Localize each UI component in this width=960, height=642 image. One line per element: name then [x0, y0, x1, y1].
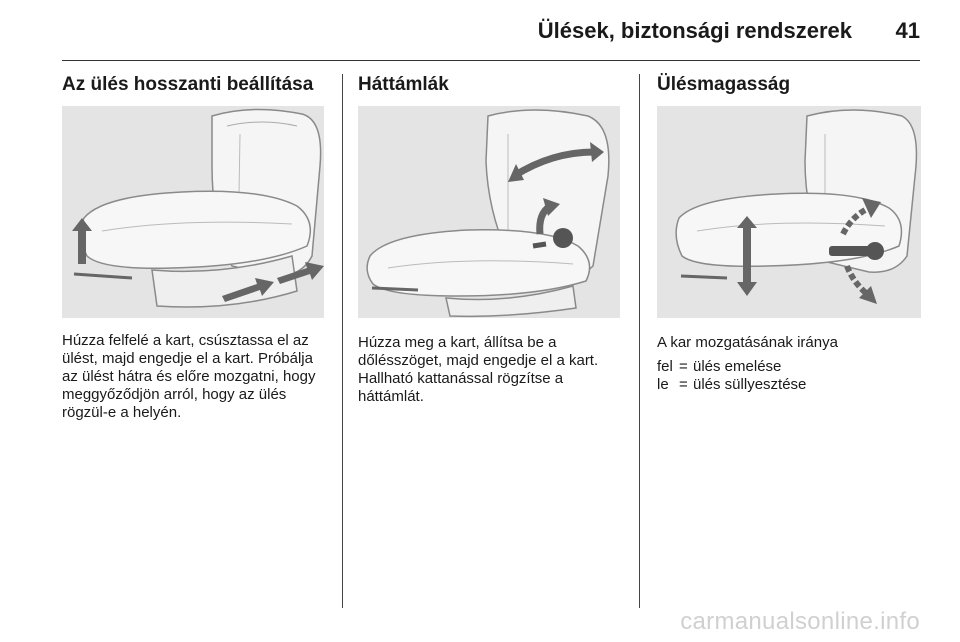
seat-height-illustration — [657, 106, 921, 318]
section-seat-height — [657, 74, 921, 394]
page-number: 41 — [895, 18, 920, 43]
definition-term: fel — [657, 358, 673, 375]
direction-definitions — [657, 358, 921, 394]
definition-separator: = — [679, 358, 688, 375]
page-header — [0, 0, 960, 60]
section-paragraph: Húzza meg a kart, állítsa be a dőlésszöget, majd engedje el a kart. Hallható kattanással rögzítse a háttámlát. — [358, 334, 599, 405]
backrest-recline-illustration — [358, 106, 620, 318]
definition-description: ülés emelése — [693, 358, 782, 375]
section-heading: Az ülés hosszanti beállítása — [62, 74, 314, 95]
column-divider — [342, 74, 343, 608]
chapter-title: Ülések, biztonsági rendszerek — [537, 18, 852, 43]
definition-term: le — [657, 376, 669, 393]
definition-description: ülés süllyesztése — [693, 376, 807, 393]
section-paragraph: A kar mozgatásának iránya — [657, 334, 838, 351]
seat-slide-illustration — [62, 106, 324, 318]
watermark: carmanualsonline.info — [680, 608, 920, 635]
header-rule — [62, 60, 920, 61]
definition-row — [657, 358, 921, 376]
definition-separator: = — [679, 376, 688, 393]
definition-row — [657, 376, 921, 394]
section-heading: Ülésmagasság — [657, 74, 791, 95]
section-paragraph: Húzza felfelé a kart, csúsztassa el az ülést, majd engedje el a kart. Próbálja az ülést hátra és előre mozgatni, hogy meggyőződjön arról, hogy az ülés rögzül-e a helyén. — [62, 332, 316, 421]
section-backrests — [358, 74, 620, 406]
section-longitudinal-adjustment — [62, 74, 324, 422]
section-heading: Háttámlák — [358, 74, 449, 95]
column-divider — [639, 74, 640, 608]
